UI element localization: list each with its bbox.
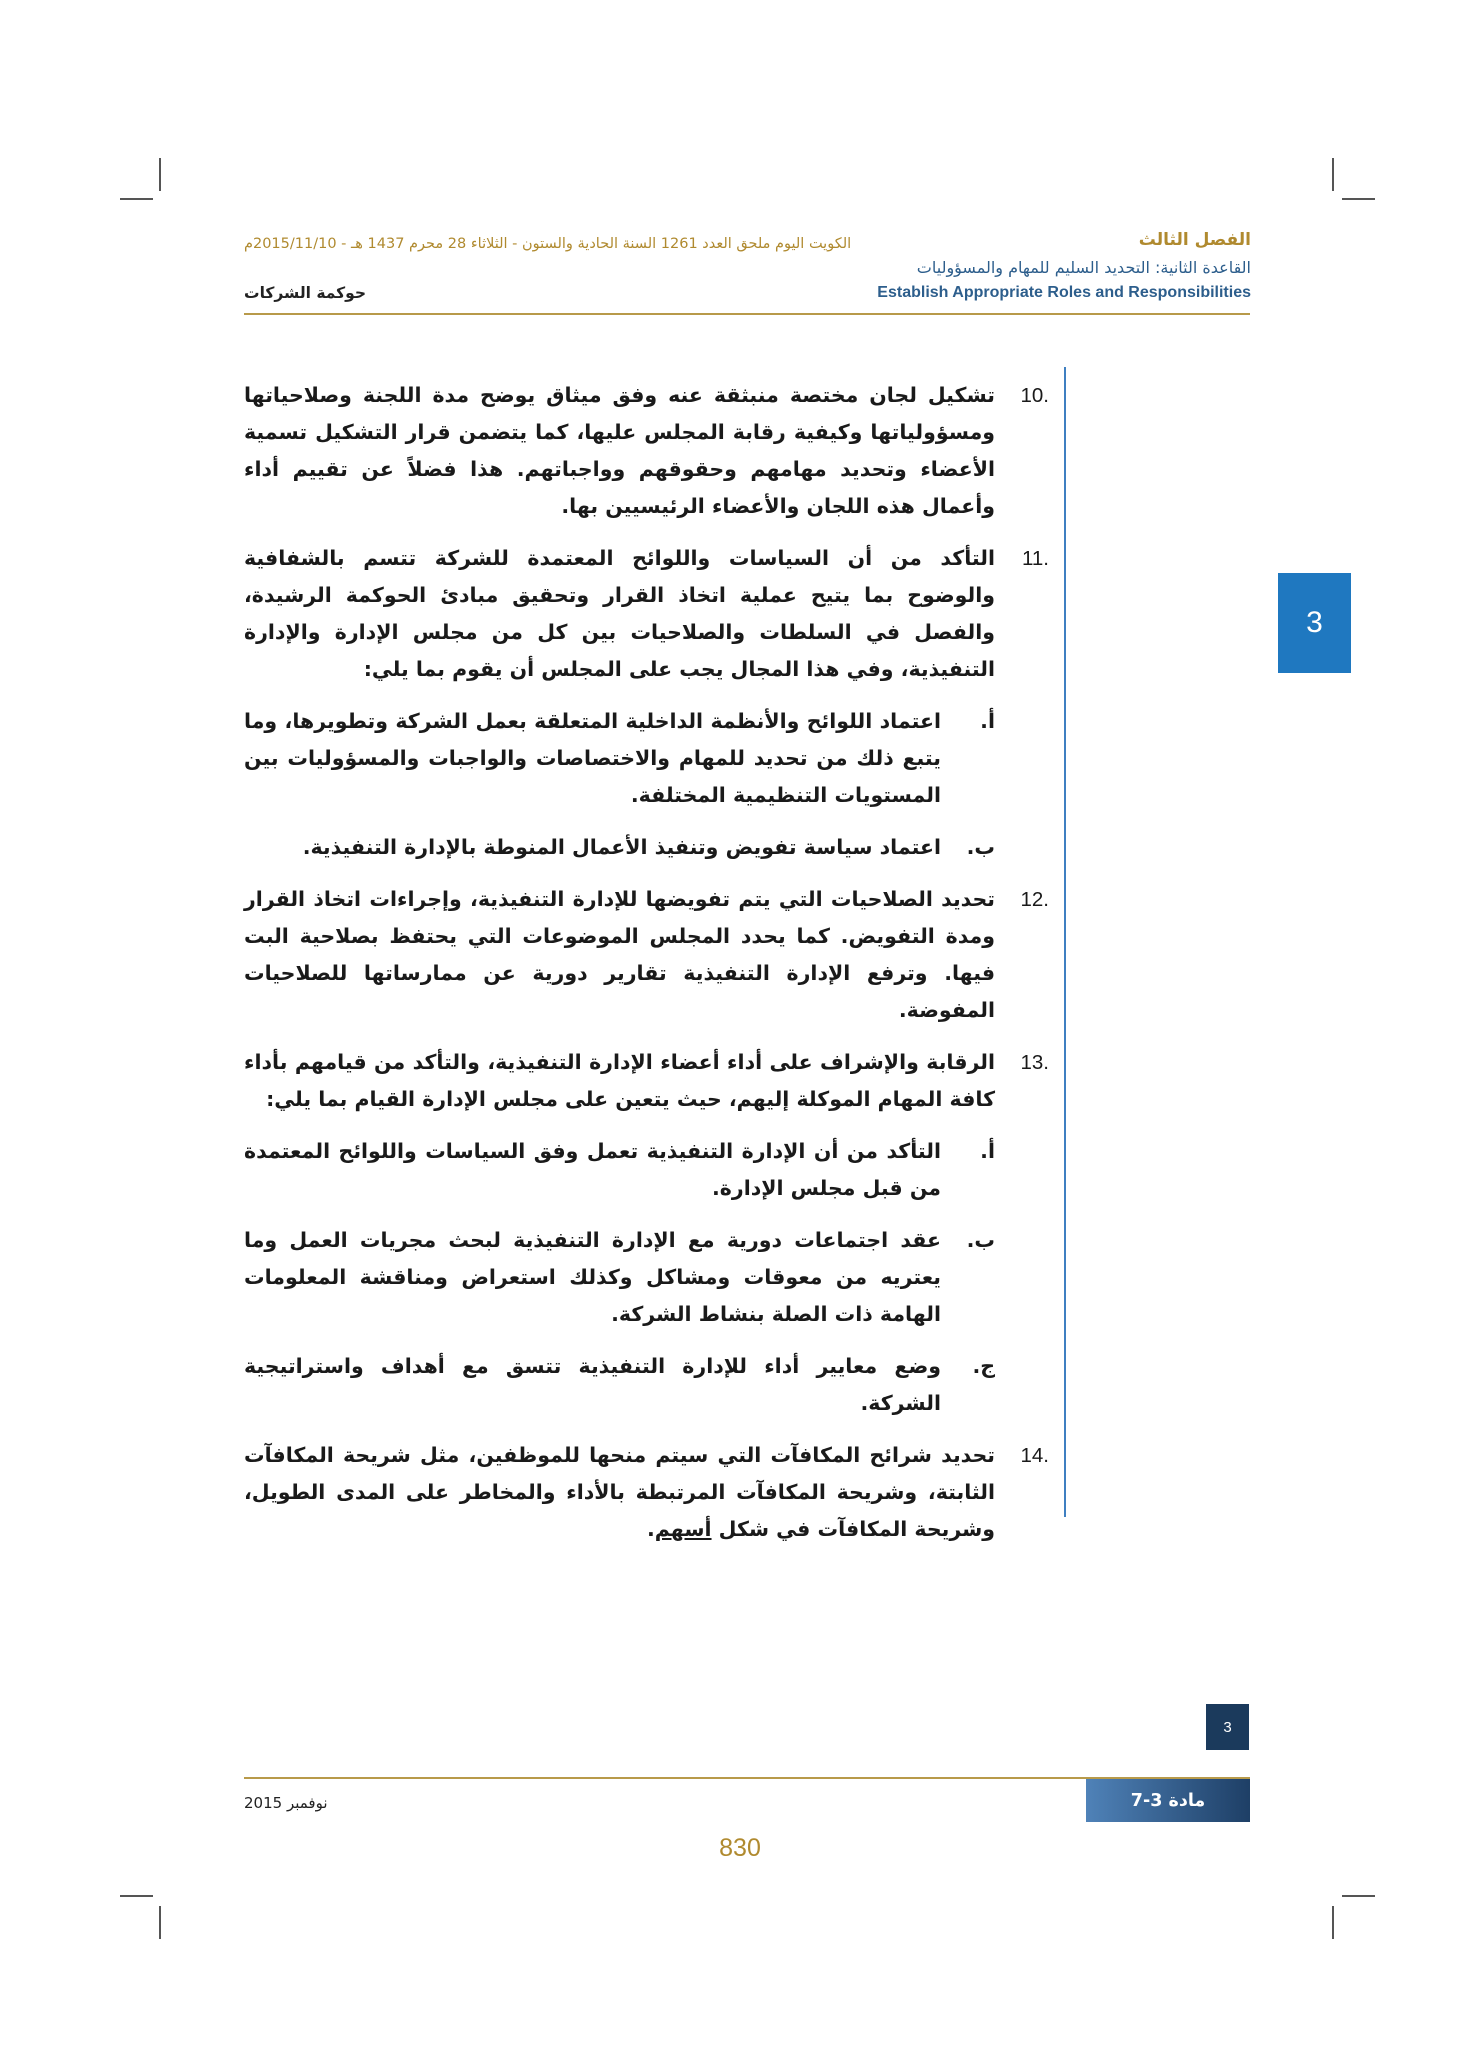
sub-item [244,703,995,814]
list-item [244,377,1049,525]
sub-item-mark: ب. [966,1228,995,1252]
item-number: 10. [1020,384,1049,407]
rule-title-english: Establish Appropriate Roles and Responsibilities [877,284,1251,301]
crop-mark [1332,1906,1334,1939]
sub-item [244,1348,995,1422]
sub-item [244,1133,995,1207]
item-text: الرقابة والإشراف على أداء أعضاء الإدارة التنفيذية، والتأكد من قيامهم بأداء كافة المهام الموكلة إليهم، حيث يتعين على مجلس الإدارة القيام بما يلي: [244,1050,995,1111]
item-number: 14. [1020,1444,1049,1467]
crop-mark [120,198,153,200]
page-box: 3 [1206,1704,1249,1750]
sub-item-mark: أ. [980,1139,995,1163]
list-item [244,881,1049,1029]
sub-item-mark: أ. [980,709,995,733]
sub-item-text: التأكد من أن الإدارة التنفيذية تعمل وفق السياسات واللوائح المعتمدة من قبل مجلس الإدارة. [244,1139,941,1200]
sub-item-mark: ب. [966,835,995,859]
section-title: حوكمة الشركات [244,284,367,302]
list-item [244,1437,1049,1548]
item-text: تشكيل لجان مختصة منبثقة عنه وفق ميثاق يوضح مدة اللجنة وصلاحياتها ومسؤولياتها وكيفية رقابة المجلس عليها، كما يتضمن قرار التشكيل تسمية الأعضاء وتحديد مهامهم وحقوقهم وواجباتهم. هذا فضلاً عن تقييم أداء وأعمال هذه اللجان والأعضاء الرئيسيين بها. [244,383,995,518]
underlined-word: أسهم [654,1517,712,1541]
header-divider [244,313,1250,315]
sub-item-text: اعتماد سياسة تفويض وتنفيذ الأعمال المنوطة بالإدارة التنفيذية. [302,835,941,859]
item-text-part: تحديد شرائح المكافآت التي سيتم منحها للموظفين، مثل شريحة المكافآت الثابتة، وشريحة المكافآت المرتبطة بالأداء والمخاطر على المدى الطويل، وشريحة المكافآت في شكل [244,1443,995,1541]
sub-item-mark: ج. [972,1354,995,1378]
item-text [244,1437,1049,1548]
item-number: 12. [1020,888,1049,911]
list-item [244,540,1049,688]
page-number: 830 [719,1834,761,1862]
sub-item-text: وضع معايير أداء للإدارة التنفيذية تتسق مع أهداف واستراتيجية الشركة. [244,1354,941,1415]
rule-title-arabic: القاعدة الثانية: التحديد السليم للمهام والمسؤوليات [916,258,1251,277]
crop-mark [159,158,161,191]
sub-item-text: اعتماد اللوائح والأنظمة الداخلية المتعلقة بعمل الشركة وتطويرها، وما يتبع ذلك من تحديد للمهام والاختصاصات والواجبات والمسؤوليات بين المستويات التنظيمية المختلفة. [244,709,941,807]
list-item [244,1044,1049,1118]
chapter-title: الفصل الثالث [1138,230,1251,250]
footer-date: نوفمبر 2015 [244,1794,328,1812]
crop-mark [1342,1895,1375,1897]
item-text: التأكد من أن السياسات واللوائح المعتمدة للشركة تتسم بالشفافية والوضوح بما يتيح عملية اتخاذ القرار وتحقيق مبادئ الحوكمة الرشيدة، والفصل في السلطات والصلاحيات بين كل من مجلس الإدارة والإدارة التنفيذية، وفي هذا المجال يجب على المجلس أن يقوم بما يلي: [244,546,995,681]
article-badge: مادة 3-7 [1086,1779,1250,1822]
item-text: تحديد الصلاحيات التي يتم تفويضها للإدارة التنفيذية، وإجراءات اتخاذ القرار ومدة التفويض. كما يحدد المجلس الموضوعات التي يحتفظ بصلاحية البت فيها. وترفع الإدارة التنفيذية تقارير دورية عن ممارساتها للصلاحيات المفوضة. [244,887,995,1022]
content-side-rule [1064,367,1066,1517]
sub-item [244,1222,995,1333]
crop-mark [120,1895,153,1897]
item-text-end: . [646,1517,655,1541]
chapter-tab: 3 [1278,573,1351,673]
sub-item [244,829,995,866]
crop-mark [159,1906,161,1939]
item-number: 11. [1022,547,1049,570]
body-content [244,377,1049,1563]
gazette-line: الكويت اليوم ملحق العدد 1261 السنة الحادية والستون - الثلاثاء 28 محرم 1437 هـ - 2015/11/10م [244,236,852,252]
sub-item-text: عقد اجتماعات دورية مع الإدارة التنفيذية لبحث مجريات العمل وما يعتريه من معوقات ومشاكل وكذلك استعراض ومناقشة المعلومات الهامة ذات الصلة بنشاط الشركة. [244,1228,941,1326]
crop-mark [1332,158,1334,191]
crop-mark [1342,198,1375,200]
item-number: 13. [1020,1051,1049,1074]
